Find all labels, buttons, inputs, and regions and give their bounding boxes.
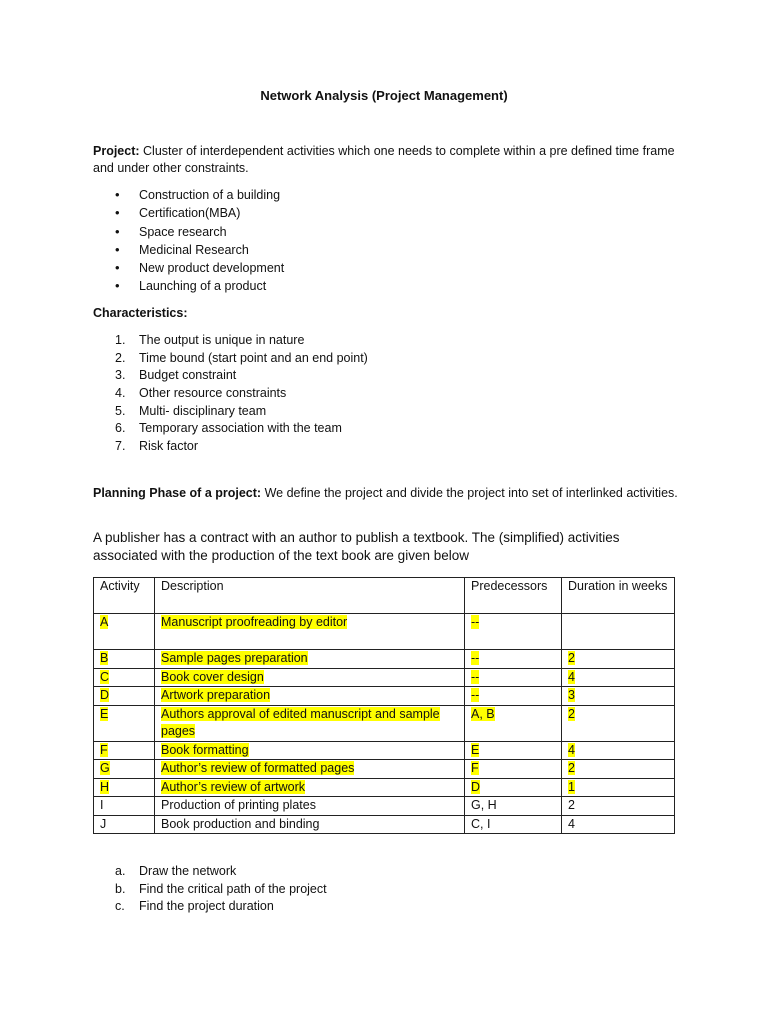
cell-predecessors: F [471, 761, 479, 775]
cell-predecessors: -- [471, 651, 480, 665]
list-item: • Launching of a product [93, 277, 284, 295]
cell-activity: D [100, 688, 110, 702]
cell-description: Book production and binding [155, 815, 465, 834]
planning-label: Planning Phase of a project: [93, 486, 262, 500]
cell-predecessors: C, I [465, 815, 562, 834]
cell-description: Book formatting [161, 742, 249, 757]
project-definition [93, 143, 678, 177]
list-item: • Space research [93, 223, 284, 241]
cell-duration: 4 [568, 669, 575, 684]
cell-duration: 4 [562, 815, 675, 834]
cell-duration: 2 [562, 797, 675, 816]
cell-activity: B [100, 651, 109, 665]
cell-activity: I [94, 797, 155, 816]
cell-duration: 2 [568, 706, 575, 721]
list-item: 2. Time bound (start point and an end point) [115, 350, 368, 365]
list-item: • Certification(MBA) [93, 204, 284, 222]
cell-description: Manuscript proofreading by editor [161, 615, 348, 629]
cell-description: Production of printing plates [155, 797, 465, 816]
cell-description: Sample pages preparation [161, 651, 308, 665]
list-item: 6. Temporary association with the team [115, 421, 342, 436]
cell-predecessors: -- [471, 615, 480, 629]
table-row [94, 778, 675, 797]
cell-predecessors: -- [471, 669, 480, 684]
header-predecessors: Predecessors [465, 578, 562, 614]
table-row [94, 741, 675, 760]
list-item: a. Draw the network [115, 864, 237, 878]
cell-description: Author’s review of formatted pages [161, 761, 355, 775]
cell-predecessors: A, B [471, 706, 495, 721]
cell-duration: 2 [568, 761, 575, 775]
table-row [94, 650, 675, 669]
cell-activity: C [100, 669, 110, 684]
cell-predecessors: -- [471, 688, 480, 702]
cell-duration: 1 [568, 779, 575, 794]
table-row [94, 815, 675, 834]
header-duration: Duration in weeks [562, 578, 675, 614]
cell-description: Artwork preparation [161, 688, 271, 702]
list-item: 1. The output is unique in nature [115, 333, 305, 347]
planning-phase [93, 485, 678, 502]
table-row [94, 687, 675, 706]
cell-duration: 4 [568, 742, 575, 757]
cell-description: Book cover design [161, 669, 264, 684]
cell-predecessors: E [471, 742, 480, 757]
list-item: 7. Risk factor [115, 439, 199, 454]
cell-activity: E [100, 706, 109, 721]
page-title: Network Analysis (Project Management) [260, 88, 508, 103]
project-examples-list [93, 186, 284, 296]
cell-predecessors: D [471, 779, 481, 794]
cell-activity: G [100, 761, 110, 775]
planning-text: We define the project and divide the project into set of interlinked activities. [261, 486, 678, 500]
cell-description: Author’s review of artwork [161, 779, 306, 794]
list-item: 3. Budget constraint [115, 368, 237, 383]
questions-list [93, 863, 327, 916]
list-item: 4. Other resource constraints [115, 386, 287, 401]
list-item: b. Find the critical path of the project [115, 881, 327, 896]
cell-duration: 2 [568, 651, 575, 665]
cell-duration: 3 [568, 688, 575, 702]
list-item: 5. Multi- disciplinary team [115, 403, 267, 418]
list-item: c. Find the project duration [115, 899, 274, 914]
cell-activity: H [100, 779, 110, 794]
table-header-row [94, 578, 675, 614]
list-item: • Medicinal Research [93, 241, 284, 259]
project-text: Cluster of interdependent activities which one needs to complete within a pre defined time frame and under other constraints. [93, 144, 675, 175]
list-item: • New product development [93, 259, 284, 277]
table-row [94, 614, 675, 650]
cell-predecessors: G, H [465, 797, 562, 816]
table-row [94, 668, 675, 687]
header-description: Description [155, 578, 465, 614]
cell-activity: J [94, 815, 155, 834]
activities-table [93, 577, 675, 834]
cell-activity: F [100, 742, 108, 757]
table-row [94, 797, 675, 816]
characteristics-heading: Characteristics: [93, 306, 188, 320]
problem-intro: A publisher has a contract with an author to publish a textbook. The (simplified) activities associated with the production of the text book are given below [93, 530, 620, 563]
cell-activity: A [100, 615, 109, 629]
project-label: Project: [93, 144, 140, 158]
table-row [94, 760, 675, 779]
header-activity: Activity [94, 578, 155, 614]
list-item: • Construction of a building [93, 186, 284, 204]
characteristics-list [93, 332, 368, 456]
cell-description: Authors approval of edited manuscript and sample pages [161, 706, 440, 738]
table-row [94, 705, 675, 741]
